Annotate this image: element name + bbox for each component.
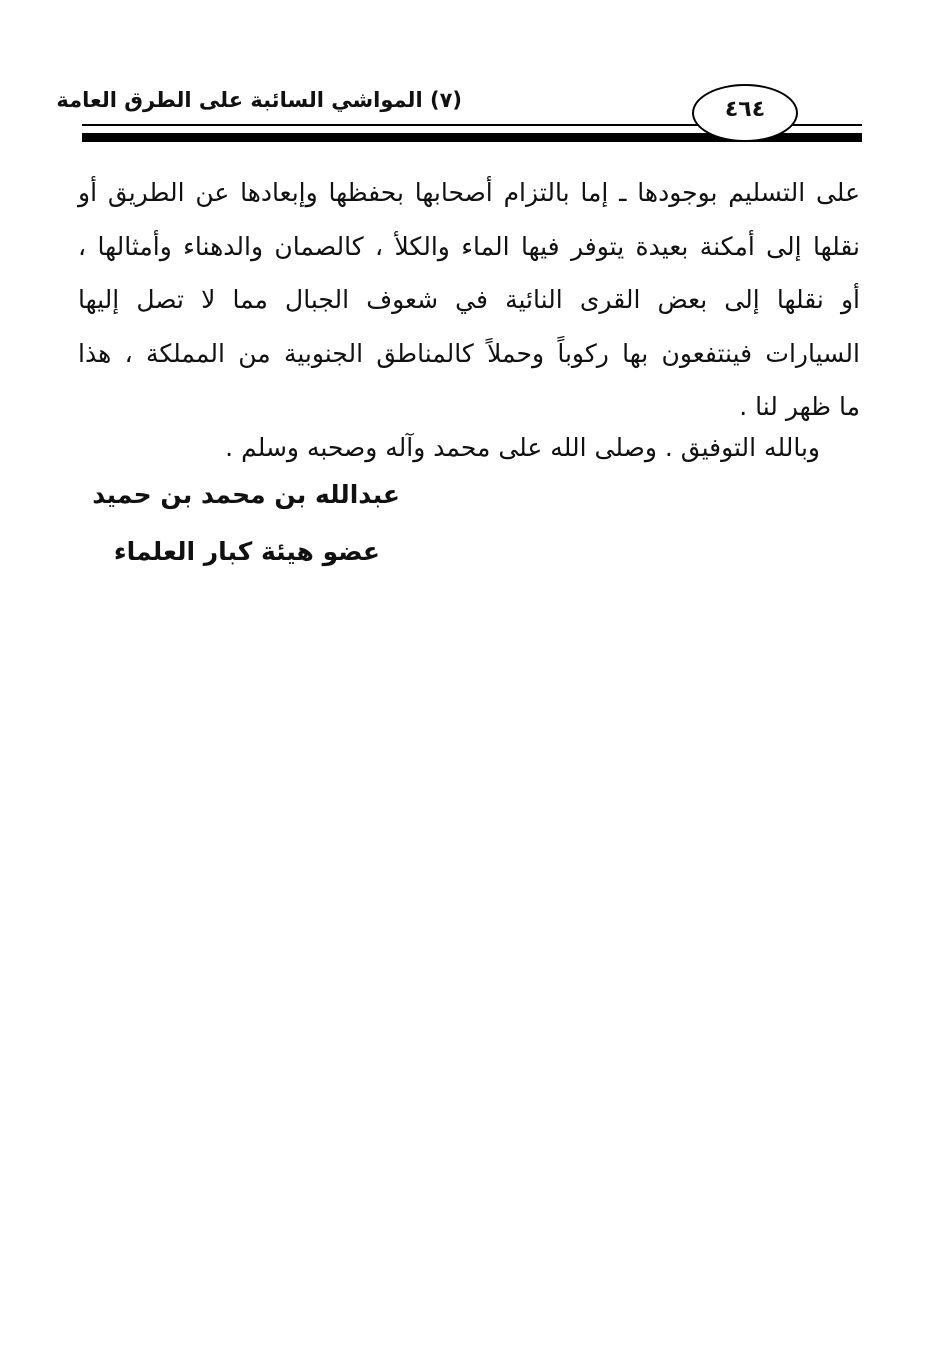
page-header (56, 78, 862, 150)
signature-title: عضو هيئة كبار العلماء (113, 537, 380, 566)
body-line: على التسليم بوجودها ـ إما بالتزام أصحابها بحفظها وإبعادها عن الطريق أو (78, 178, 860, 207)
body-paragraph (78, 166, 860, 434)
closing-line: وبالله التوفيق . وصلى الله على محمد وآله وصحبه وسلم . (225, 433, 820, 462)
body-line: أو نقلها إلى بعض القرى النائية في شعوف الجبال مما لا تصل إليها (78, 285, 860, 314)
body-line: ما ظهر لنا . (739, 392, 860, 421)
body-line: نقلها إلى أمكنة بعيدة يتوفر فيها الماء والكلأ ، كالصمان والدهناء وأمثالها ، (78, 231, 860, 261)
signature-name: عبدالله بن محمد بن حميد (92, 480, 400, 509)
running-title: (٧) المواشي السائبة على الطرق العامة (56, 88, 462, 112)
body-line: السيارات فينتفعون بها ركوباً وحملاً كالمناطق الجنوبية من المملكة ، هذا (78, 338, 860, 368)
page-number: ٤٦٤ (724, 97, 766, 122)
page-number-oval (692, 84, 798, 142)
